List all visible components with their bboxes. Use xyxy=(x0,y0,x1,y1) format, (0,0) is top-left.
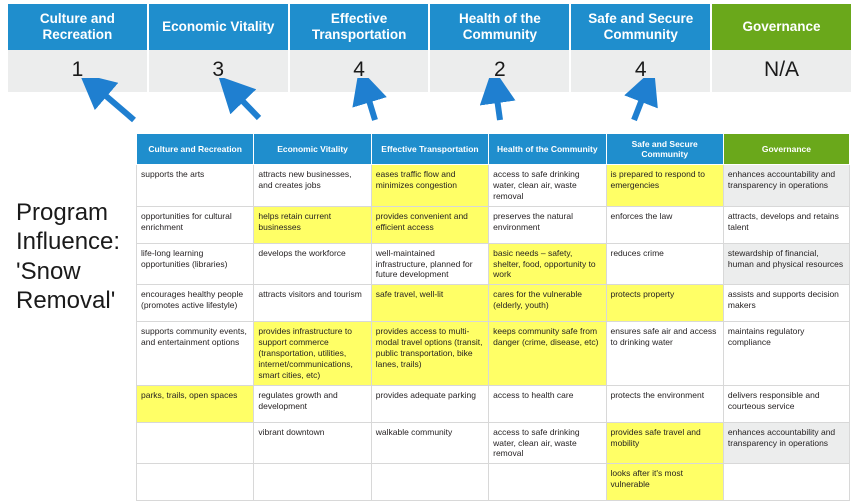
table-row xyxy=(137,165,850,207)
scorecard-header-culture-and-recreation: Culture and Recreation xyxy=(8,4,149,50)
matrix-cell: assists and supports decision makers xyxy=(723,285,849,322)
scorecard-header-governance: Governance xyxy=(712,4,851,50)
matrix-header-health-of-the-community: Health of the Community xyxy=(489,134,606,165)
matrix-cell: cares for the vulnerable (elderly, youth) xyxy=(489,285,606,322)
matrix-cell: attracts new businesses, and creates jobs xyxy=(254,165,371,207)
matrix-cell: provides infrastructure to support commerce (transportation, utilities, internet/communications, smart cities, etc) xyxy=(254,322,371,385)
matrix-cell: preserves the natural environment xyxy=(489,206,606,243)
scorecard-score-safe-and-secure-community: 4 xyxy=(571,50,712,92)
matrix-cell xyxy=(254,464,371,501)
matrix-cell: encourages healthy people (promotes active lifestyle) xyxy=(137,285,254,322)
matrix-header-row xyxy=(137,134,850,165)
scorecard xyxy=(8,4,851,92)
matrix-header-safe-and-secure-community: Safe and Secure Community xyxy=(606,134,723,165)
matrix-cell: supports the arts xyxy=(137,165,254,207)
scorecard-header-economic-vitality: Economic Vitality xyxy=(149,4,290,50)
table-row xyxy=(137,385,850,422)
matrix-cell: vibrant downtown xyxy=(254,422,371,464)
matrix-cell: ensures safe air and access to drinking water xyxy=(606,322,723,385)
matrix-cell: provides access to multi-modal travel options (transit, public transportation, bike lanes, trails) xyxy=(371,322,488,385)
matrix-cell xyxy=(137,422,254,464)
matrix-cell xyxy=(723,464,849,501)
scorecard-header-effective-transportation: Effective Transportation xyxy=(290,4,431,50)
matrix-header-governance: Governance xyxy=(723,134,849,165)
matrix-header-economic-vitality: Economic Vitality xyxy=(254,134,371,165)
scorecard-header-health-of-the-community: Health of the Community xyxy=(430,4,571,50)
scorecard-score-row xyxy=(8,50,851,92)
matrix-cell: attracts visitors and tourism xyxy=(254,285,371,322)
matrix-cell: protects property xyxy=(606,285,723,322)
matrix-cell: access to health care xyxy=(489,385,606,422)
scorecard-header-safe-and-secure-community: Safe and Secure Community xyxy=(571,4,712,50)
matrix-header-culture-and-recreation: Culture and Recreation xyxy=(137,134,254,165)
matrix-cell: life-long learning opportunities (libraries) xyxy=(137,243,254,285)
matrix-cell: eases traffic flow and minimizes congestion xyxy=(371,165,488,207)
scorecard-score-culture-and-recreation: 1 xyxy=(8,50,149,92)
matrix-cell: stewardship of financial, human and physical resources xyxy=(723,243,849,285)
matrix-cell: attracts, develops and retains talent xyxy=(723,206,849,243)
matrix-cell: walkable community xyxy=(371,422,488,464)
scorecard-header-row xyxy=(8,4,851,50)
matrix-cell: opportunities for cultural enrichment xyxy=(137,206,254,243)
matrix-cell: maintains regulatory compliance xyxy=(723,322,849,385)
matrix-cell: enhances accountability and transparency in operations xyxy=(723,165,849,207)
matrix-cell: access to safe drinking water, clean air, waste removal xyxy=(489,165,606,207)
matrix-cell: regulates growth and development xyxy=(254,385,371,422)
matrix-cell: access to safe drinking water, clean air, waste removal xyxy=(489,422,606,464)
matrix-cell: enforces the law xyxy=(606,206,723,243)
scorecard-score-economic-vitality: 3 xyxy=(149,50,290,92)
matrix-cell: parks, trails, open spaces xyxy=(137,385,254,422)
matrix-cell: protects the environment xyxy=(606,385,723,422)
table-row xyxy=(137,243,850,285)
table-row xyxy=(137,322,850,385)
matrix-cell: provides adequate parking xyxy=(371,385,488,422)
matrix-cell: supports community events, and entertainment options xyxy=(137,322,254,385)
matrix-cell: keeps community safe from danger (crime, disease, etc) xyxy=(489,322,606,385)
matrix-cell: helps retain current businesses xyxy=(254,206,371,243)
matrix-cell: provides safe travel and mobility xyxy=(606,422,723,464)
matrix-cell: well-maintained infrastructure, planned for future development xyxy=(371,243,488,285)
matrix-cell xyxy=(489,464,606,501)
matrix-header-effective-transportation: Effective Transportation xyxy=(371,134,488,165)
matrix-cell: enhances accountability and transparency in operations xyxy=(723,422,849,464)
matrix-cell: basic needs – safety, shelter, food, opportunity to work xyxy=(489,243,606,285)
influence-matrix xyxy=(136,133,850,501)
matrix-cell: develops the workforce xyxy=(254,243,371,285)
table-row xyxy=(137,206,850,243)
table-row xyxy=(137,422,850,464)
matrix-cell xyxy=(137,464,254,501)
scorecard-score-governance: N/A xyxy=(764,58,800,82)
matrix-cell: looks after it's most vulnerable xyxy=(606,464,723,501)
page-title: Program Influence: 'Snow Removal' xyxy=(16,199,121,314)
table-row xyxy=(137,285,850,322)
scorecard-score-effective-transportation: 4 xyxy=(290,50,431,92)
matrix-cell: reduces crime xyxy=(606,243,723,285)
matrix-cell: delivers responsible and courteous service xyxy=(723,385,849,422)
matrix-cell xyxy=(371,464,488,501)
matrix-cell: safe travel, well-lit xyxy=(371,285,488,322)
matrix-cell: provides convenient and efficient access xyxy=(371,206,488,243)
table-row xyxy=(137,464,850,501)
matrix-cell: is prepared to respond to emergencies xyxy=(606,165,723,207)
arrow-icon-2 xyxy=(230,88,259,118)
scorecard-score-health-of-the-community: 2 xyxy=(430,50,571,92)
